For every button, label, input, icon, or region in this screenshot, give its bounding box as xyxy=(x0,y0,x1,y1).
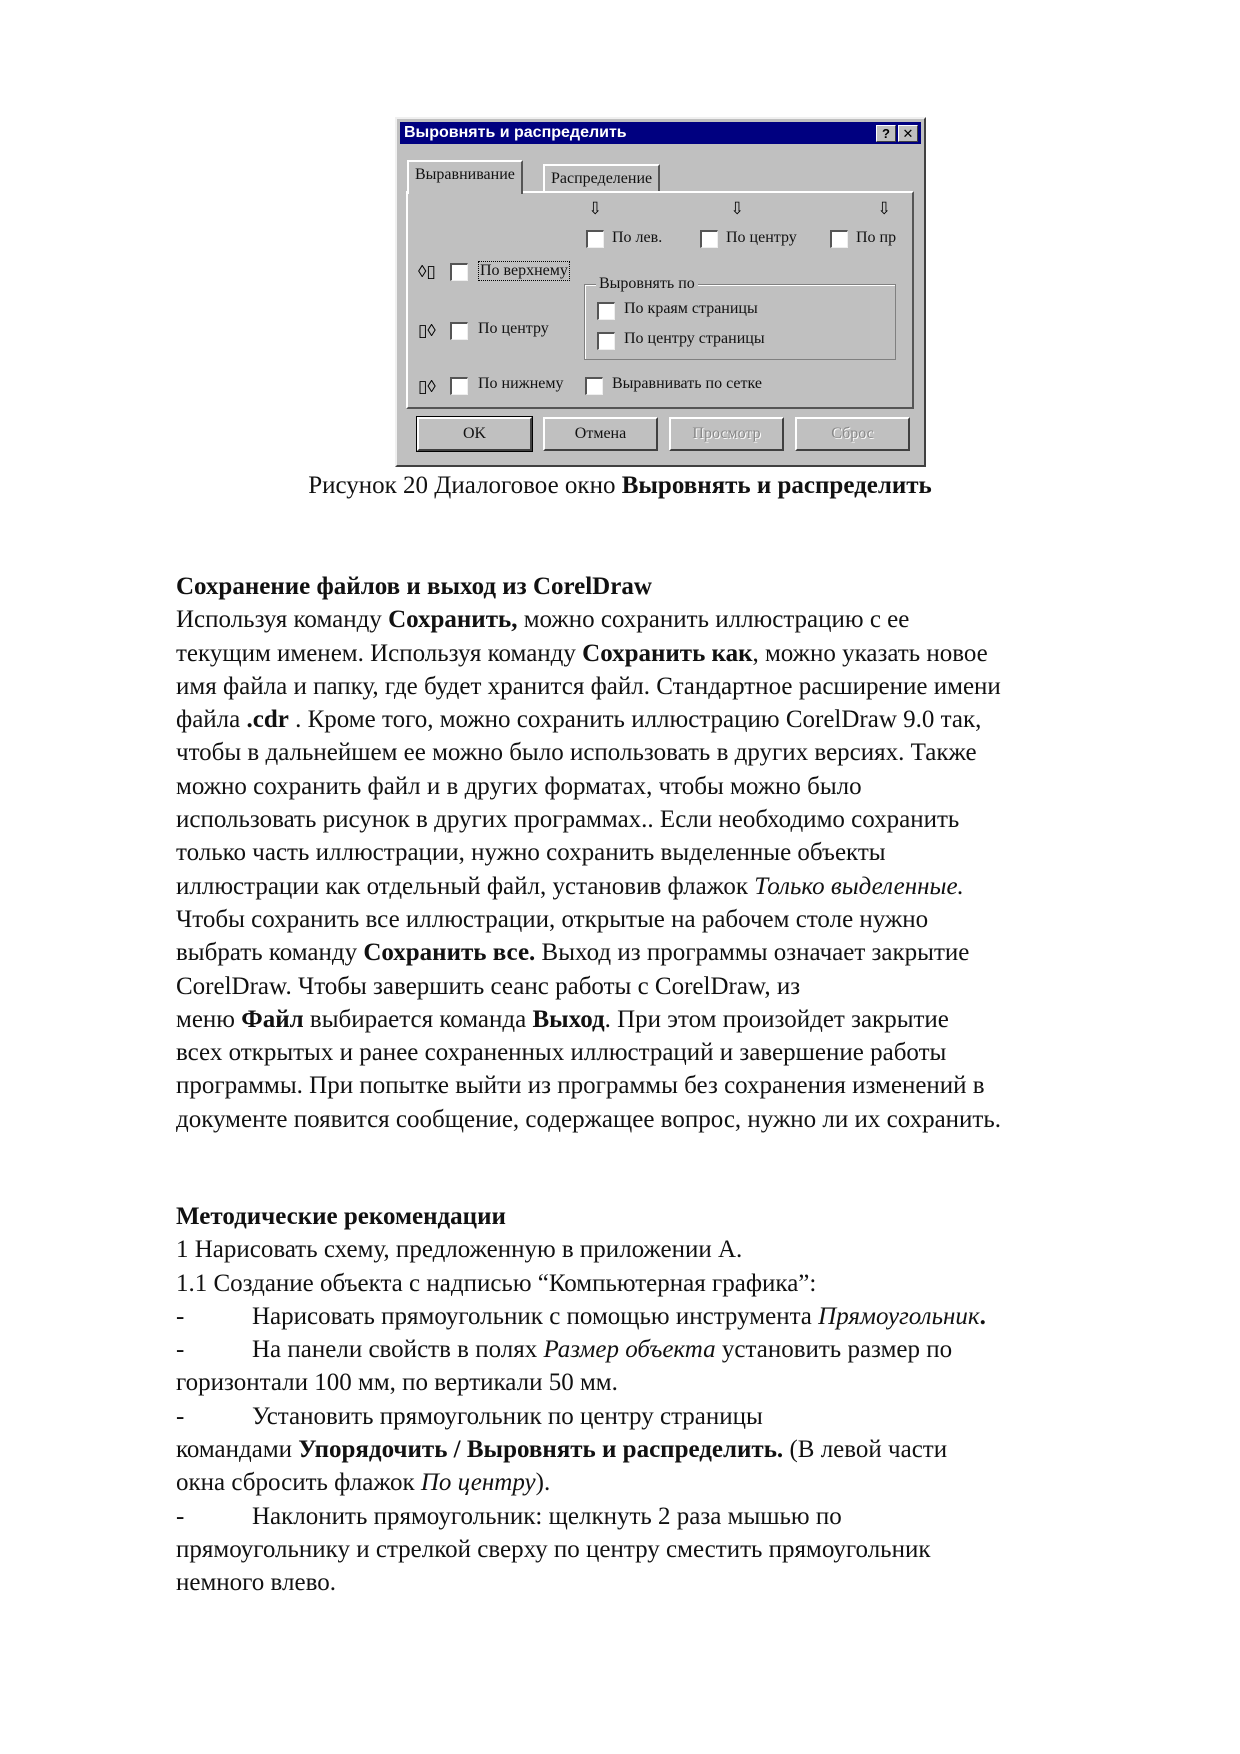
align-center-h-checkbox[interactable] xyxy=(700,230,718,248)
paragraph-line: немного влево. xyxy=(176,1569,336,1597)
section-recommendations xyxy=(176,1200,986,1600)
align-bottom-checkbox[interactable] xyxy=(450,377,468,395)
page-center-checkbox[interactable] xyxy=(597,332,615,350)
align-right-checkbox[interactable] xyxy=(830,230,848,248)
snap-grid-checkbox[interactable] xyxy=(585,377,603,395)
dialog-title: Выровнять и распределить xyxy=(404,124,627,141)
align-to-group xyxy=(584,284,896,360)
align-right-label: По пр xyxy=(856,229,897,246)
paragraph-line: использовать рисунок в других программах.. Если необходимо сохранить xyxy=(176,806,960,834)
paragraph-line: командами Упорядочить / Выровнять и распределить. (В левой части xyxy=(176,1436,948,1464)
figure-caption xyxy=(0,472,1240,500)
align-center-v-icon: ▯◊ xyxy=(418,321,436,340)
align-top-label: По верхнему xyxy=(480,262,568,279)
paragraph-line: горизонтали 100 мм, по вертикали 50 мм. xyxy=(176,1369,618,1397)
align-right-icon: ⇩ xyxy=(877,199,892,218)
align-top-icon: ◊▯ xyxy=(418,262,436,281)
paragraph-line: CorelDraw. Чтобы завершить сеанс работы с CorelDraw, из xyxy=(176,972,801,1000)
align-to-title: Выровнять по xyxy=(596,275,698,293)
section-heading: Методические рекомендации xyxy=(176,1203,506,1230)
paragraph-line: 1.1 Создание объекта с надписью “Компьютерная графика”: xyxy=(176,1269,817,1297)
paragraph-line: чтобы в дальнейшем ее можно было использовать в других версиях. Также xyxy=(176,739,977,767)
paragraph-line: программы. При попытке выйти из программы без сохранения изменений в xyxy=(176,1072,985,1100)
paragraph-line: имя файла и папку, где будет хранится файл. Стандартное расширение имени xyxy=(176,672,1001,700)
align-bottom-label: По нижнему xyxy=(478,375,564,392)
caption-bold: Выровнять и распределить xyxy=(621,472,932,499)
paragraph-line: 1 Нарисовать схему, предложенную в приложении А. xyxy=(176,1236,743,1264)
paragraph-line: Чтобы сохранить все иллюстрации, открытые на рабочем столе нужно xyxy=(176,905,929,933)
section-heading: Сохранение файлов и выход из CorelDraw xyxy=(176,573,652,600)
cancel-button[interactable]: Отмена xyxy=(543,417,658,451)
help-button[interactable]: ? xyxy=(876,125,896,142)
paragraph-line: Используя команду Сохранить, можно сохранить иллюстрацию с ее xyxy=(176,606,910,634)
paragraph-line: можно сохранить файл и в других форматах, чтобы можно было xyxy=(176,772,862,800)
tab-alignment[interactable]: Выравнивание xyxy=(407,160,523,194)
dialog-titlebar xyxy=(400,122,921,144)
list-item: - На панели свойств в полях Размер объекта установить размер по xyxy=(176,1336,953,1364)
paragraph-line: только часть иллюстрации, нужно сохранить выделенные объекты xyxy=(176,839,886,867)
close-button[interactable]: ✕ xyxy=(898,125,918,142)
paragraph-line: прямоугольнику и стрелкой сверху по центру сместить прямоугольник xyxy=(176,1535,931,1563)
tab-distribution[interactable]: Распределение xyxy=(543,164,660,192)
paragraph-line: меню Файл выбирается команда Выход. При этом произойдет закрытие xyxy=(176,1005,949,1033)
paragraph-line: окна сбросить флажок По центру). xyxy=(176,1469,551,1497)
page-edges-label: По краям страницы xyxy=(624,300,758,317)
paragraph-line: иллюстрации как отдельный файл, установив флажок Только выделенные. xyxy=(176,872,964,900)
list-item: - Нарисовать прямоугольник с помощью инструмента Прямоугольник. xyxy=(176,1302,986,1330)
align-center-v-checkbox[interactable] xyxy=(450,322,468,340)
snap-grid-label: Выравнивать по сетке xyxy=(612,375,762,392)
page-center-label: По центру страницы xyxy=(624,330,765,347)
paragraph-line: текущим именем. Используя команду Сохранить как, можно указать новое xyxy=(176,639,988,667)
page-edges-checkbox[interactable] xyxy=(597,302,615,320)
paragraph-line: файла .cdr . Кроме того, можно сохранить иллюстрацию CorelDraw 9.0 так, xyxy=(176,706,982,734)
reset-button[interactable]: Сброс xyxy=(795,417,910,451)
ok-button[interactable]: OK xyxy=(417,417,532,451)
align-top-checkbox[interactable] xyxy=(450,263,468,281)
align-center-h-icon: ⇩ xyxy=(730,199,745,218)
caption-prefix: Рисунок 20 Диалоговое окно xyxy=(308,472,622,499)
section-saving xyxy=(176,570,1001,1136)
preview-button[interactable]: Просмотр xyxy=(669,417,784,451)
paragraph-line: всех открытых и ранее сохраненных иллюстраций и завершение работы xyxy=(176,1039,947,1067)
align-center-h-label: По центру xyxy=(726,229,797,246)
list-item: - Установить прямоугольник по центру страницы xyxy=(176,1402,763,1430)
align-left-checkbox[interactable] xyxy=(586,230,604,248)
align-center-v-label: По центру xyxy=(478,320,549,337)
align-left-icon: ⇩ xyxy=(588,199,603,218)
paragraph-line: документе появится сообщение, содержащее вопрос, нужно ли их сохранить. xyxy=(176,1105,1001,1133)
align-left-label: По лев. xyxy=(612,229,663,246)
align-bottom-icon: ▯◊ xyxy=(418,377,436,396)
paragraph-line: выбрать команду Сохранить все. Выход из программы означает закрытие xyxy=(176,939,970,967)
list-item: - Наклонить прямоугольник: щелкнуть 2 раза мышью по xyxy=(176,1502,842,1530)
